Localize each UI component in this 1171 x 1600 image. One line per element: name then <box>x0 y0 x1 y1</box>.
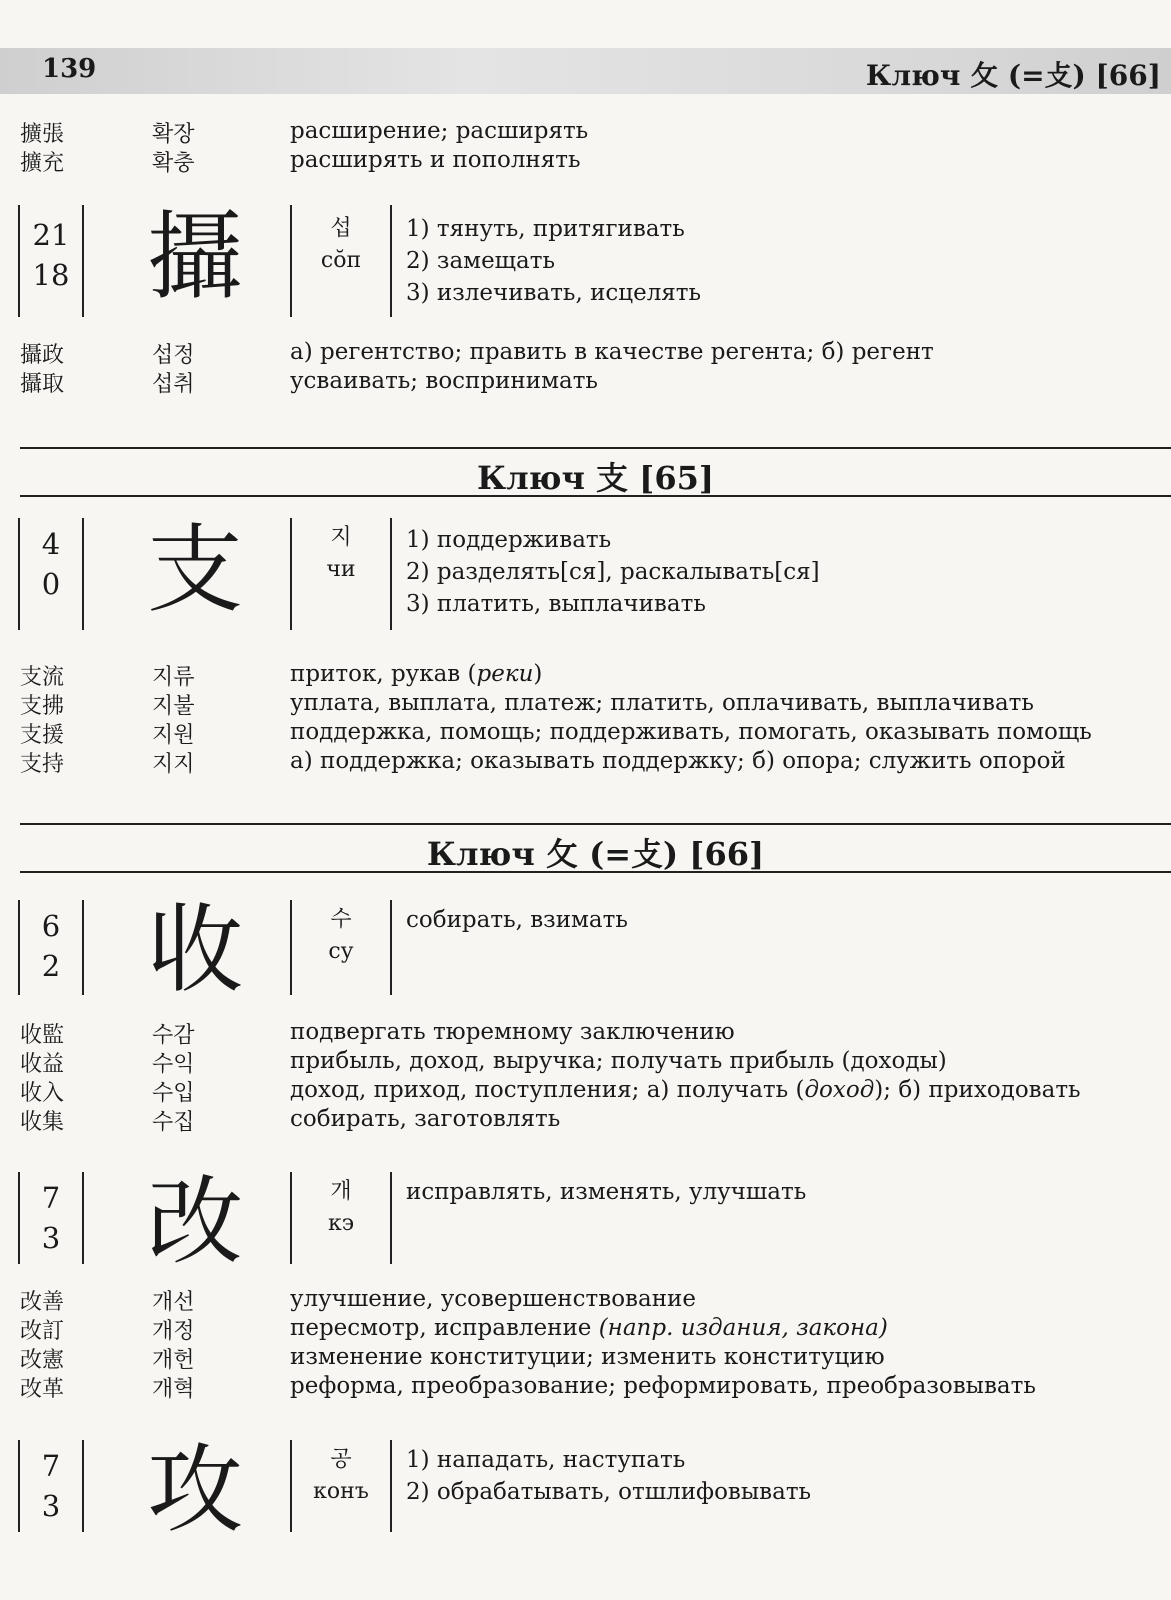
headword-character: 收 <box>147 894 243 1006</box>
reading-hangul: 수 <box>330 907 352 932</box>
reading-hangul: 공 <box>330 1447 352 1472</box>
word-hanja: 改善 <box>20 1290 65 1315</box>
definitions <box>406 213 701 309</box>
word-row <box>0 1314 1171 1344</box>
meaning-italic: (напр. издания, закона) <box>598 1315 888 1341</box>
word-hangul: 지불 <box>152 694 195 719</box>
section-title: Ключ 支 [65] <box>476 459 714 497</box>
word-hangul: 개헌 <box>152 1348 195 1373</box>
definition: 2) обрабатывать, отшлифовывать <box>406 1479 812 1505</box>
reading-cyrillic: чи <box>326 557 356 582</box>
definition: 1) тянуть, притягивать <box>406 216 685 242</box>
word-meaning: прибыль, доход, выручка; получать прибыль (доходы) <box>290 1048 947 1074</box>
reading-box <box>290 1440 392 1532</box>
reading-box <box>290 900 392 995</box>
headword-character: 攻 <box>147 1434 243 1546</box>
reading-hangul: 섭 <box>330 216 352 241</box>
headword-character: 攝 <box>147 201 243 313</box>
word-row <box>0 146 1171 176</box>
word-row <box>0 689 1171 719</box>
definitions <box>406 524 820 620</box>
word-hangul: 수감 <box>152 1023 195 1048</box>
reading-box <box>290 205 392 317</box>
definition: 3) излечивать, исцелять <box>406 280 702 306</box>
stroke-count-box <box>18 1172 84 1264</box>
strokes-extra: 3 <box>41 1221 61 1255</box>
word-hanja: 擴充 <box>20 151 65 176</box>
word-row <box>0 718 1171 748</box>
definitions <box>406 1444 811 1508</box>
word-hanja: 收益 <box>20 1052 65 1077</box>
strokes-total: 7 <box>41 1181 61 1215</box>
word-hangul: 확충 <box>152 151 195 176</box>
word-hangul: 개선 <box>152 1290 195 1315</box>
stroke-count-box <box>18 205 84 317</box>
reading-cyrillic: кэ <box>327 1211 355 1236</box>
word-meaning: расширение; расширять <box>290 118 589 144</box>
word-hanja: 支持 <box>20 752 65 777</box>
word-row <box>0 338 1171 368</box>
reading-cyrillic: сŏп <box>320 248 362 273</box>
word-row <box>0 117 1171 147</box>
meaning-text: пересмотр, исправление <box>290 1315 599 1341</box>
strokes-total: 7 <box>41 1449 61 1483</box>
word-meaning: а) поддержка; оказывать поддержку; б) опора; служить опорой <box>290 748 1066 774</box>
word-meaning: подвергать тюремному заключению <box>290 1019 735 1045</box>
word-hanja: 改憲 <box>20 1348 65 1373</box>
meaning-text: доход, приход, поступления; а) получать ( <box>290 1077 805 1103</box>
headword-character: 支 <box>147 514 243 626</box>
meaning-text: ); б) приходовать <box>874 1077 1081 1103</box>
word-meaning <box>290 1077 1081 1103</box>
word-meaning: реформа, преобразование; реформировать, преобразовывать <box>290 1373 1036 1399</box>
word-row <box>0 367 1171 397</box>
word-hangul: 지원 <box>152 723 195 748</box>
word-row <box>0 1372 1171 1402</box>
word-hanja: 支援 <box>20 723 65 748</box>
word-row <box>0 1047 1171 1077</box>
word-hanja: 支流 <box>20 665 65 690</box>
definition: 1) поддерживать <box>406 527 612 553</box>
word-hanja: 收監 <box>20 1023 65 1048</box>
word-hangul: 수입 <box>152 1081 195 1106</box>
word-hangul: 지류 <box>152 665 195 690</box>
word-meaning: усваивать; воспринимать <box>290 368 598 394</box>
word-meaning <box>290 1315 888 1341</box>
definition: 3) платить, выплачивать <box>406 591 706 617</box>
word-meaning: изменение конституции; изменить конституцию <box>290 1344 885 1370</box>
meaning-text: ) <box>533 661 543 687</box>
word-meaning: расширять и пополнять <box>290 147 581 173</box>
stroke-count-box <box>18 900 84 995</box>
word-hanja: 擴張 <box>20 122 65 147</box>
word-hangul: 개정 <box>152 1319 195 1344</box>
word-hangul: 확장 <box>152 122 195 147</box>
word-meaning: а) регентство; править в качестве регента; б) регент <box>290 339 934 365</box>
strokes-extra: 2 <box>41 949 61 983</box>
word-row <box>0 1105 1171 1135</box>
word-row <box>0 660 1171 690</box>
reading-box <box>290 1172 392 1264</box>
running-title: Ключ 攵 (=攴) [66] <box>865 59 1161 92</box>
definition: 1) нападать, наступать <box>406 1447 686 1473</box>
definition: 2) разделять[ся], раскалывать[ся] <box>406 559 820 585</box>
word-hangul: 섭취 <box>152 372 195 397</box>
word-hanja: 改革 <box>20 1377 65 1402</box>
stroke-count-box <box>18 518 84 630</box>
word-hanja: 攝取 <box>20 372 65 397</box>
word-row <box>0 1018 1171 1048</box>
word-hanja: 收入 <box>20 1081 65 1106</box>
word-meaning: собирать, заготовлять <box>290 1106 561 1132</box>
word-hangul: 수집 <box>152 1110 195 1135</box>
word-hanja: 改訂 <box>20 1319 65 1344</box>
word-hangul: 지지 <box>152 752 195 777</box>
reading-cyrillic: су <box>328 939 354 964</box>
definition: 2) замещать <box>406 248 556 274</box>
word-meaning <box>290 661 542 687</box>
strokes-total: 21 <box>32 218 70 252</box>
word-meaning: улучшение, усовершенствование <box>290 1286 696 1312</box>
definition: собирать, взимать <box>406 907 628 933</box>
word-row <box>0 1076 1171 1106</box>
definitions <box>406 1176 806 1208</box>
strokes-extra: 0 <box>41 567 61 601</box>
word-hangul: 수익 <box>152 1052 195 1077</box>
radical-section-header <box>20 823 1171 873</box>
word-row <box>0 1343 1171 1373</box>
stroke-count-box <box>18 1440 84 1532</box>
reading-hangul: 지 <box>330 525 352 550</box>
word-hanja: 攝政 <box>20 343 65 368</box>
radical-section-header <box>20 447 1171 497</box>
strokes-extra: 3 <box>41 1489 61 1523</box>
word-hangul: 개혁 <box>152 1377 195 1402</box>
word-hanja: 支拂 <box>20 694 65 719</box>
headword-character: 改 <box>147 1166 243 1278</box>
definition: исправлять, изменять, улучшать <box>406 1179 807 1205</box>
word-meaning: уплата, выплата, платеж; платить, оплачивать, выплачивать <box>290 690 1034 716</box>
page-number: 139 <box>42 54 97 84</box>
section-title: Ключ 攵 (=攴) [66] <box>426 835 765 873</box>
reading-box <box>290 518 392 630</box>
word-hangul: 섭정 <box>152 343 195 368</box>
meaning-text: приток, рукав ( <box>290 661 477 687</box>
meaning-italic: доход <box>804 1077 875 1103</box>
word-meaning: поддержка, помощь; поддерживать, помогать, оказывать помощь <box>290 719 1092 745</box>
word-row <box>0 1285 1171 1315</box>
word-hanja: 收集 <box>20 1110 65 1135</box>
strokes-total: 4 <box>41 527 61 561</box>
definitions <box>406 904 628 936</box>
strokes-extra: 18 <box>32 258 70 292</box>
word-row <box>0 747 1171 777</box>
reading-hangul: 개 <box>330 1179 352 1204</box>
reading-cyrillic: конъ <box>313 1479 369 1504</box>
strokes-total: 6 <box>41 909 61 943</box>
meaning-italic: реки <box>476 661 534 687</box>
